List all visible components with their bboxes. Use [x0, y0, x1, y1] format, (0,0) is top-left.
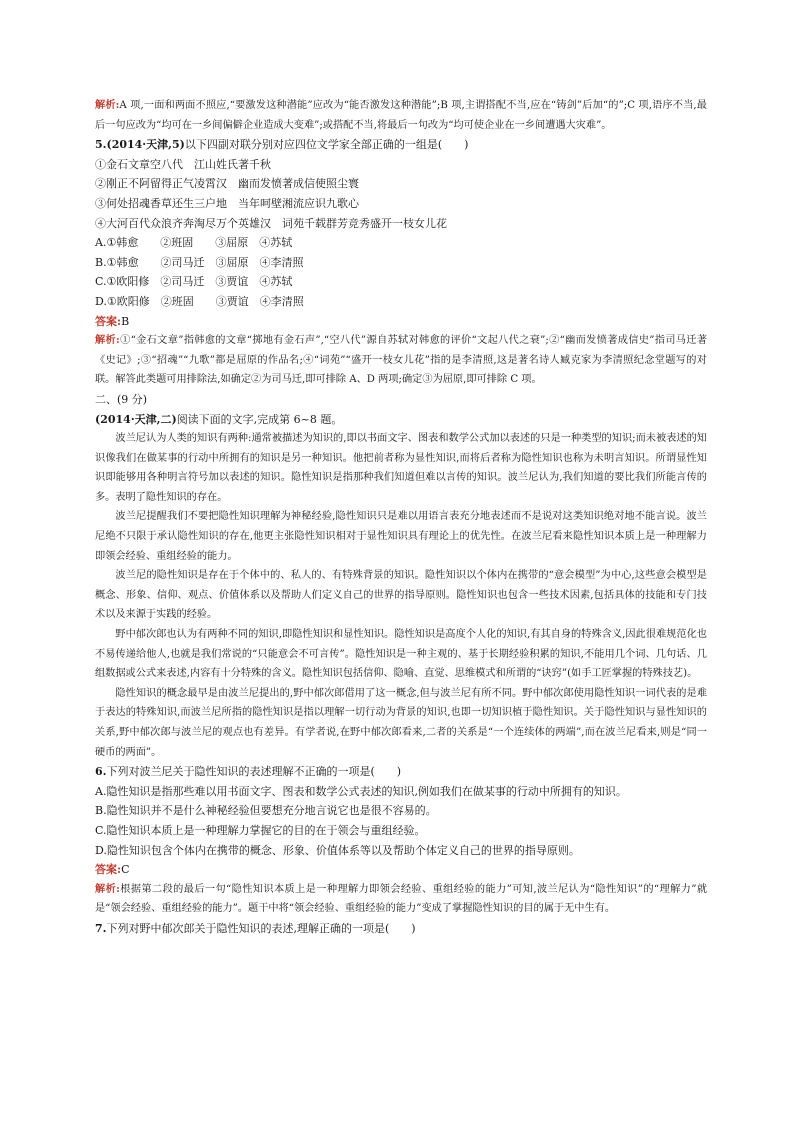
- explanation-label: 解析:: [95, 99, 120, 111]
- question-number: 5.: [95, 138, 107, 152]
- answer-6: [95, 860, 707, 880]
- option-c: C.隐性知识本质上是一种理解力掌握它的目的在于领会与重组经验。: [95, 823, 426, 837]
- section-heading: 二、(9 分): [95, 392, 148, 406]
- couplet-3: ③何处招魂香草还生三户地 当年呵壁湘流应识九歌心: [95, 196, 359, 210]
- section-source: (2014·天津,二): [95, 412, 177, 426]
- question-6-stem: [95, 762, 707, 782]
- explanation-text: 根据第二段的最后一句“隐性知识本质上是一种理解力即领会经验、重组经验的能力”可知,波兰尼认为“隐性知识”的“理解力”就是“领会经验、重组经验的能力”。题干中将“领会经验、重组经验的能力”变成了掌握隐性知识的目的属于无中生有。: [95, 883, 708, 915]
- explanation-6: [95, 880, 707, 919]
- explanation-label: 解析:: [95, 334, 120, 347]
- question-text: 下列对波兰尼关于隐性知识的表述理解不正确的一项是( ): [106, 765, 402, 779]
- passage-paragraph-1: 波兰尼认为人类的知识有两种:通常被描述为知识的,即以书面文字、图表和数学公式加以表述的只是一种类型的知识;而未被表述的知识像我们在做某事的行动中所拥有的知识是另一种知识。他把前者称为显性知识,而将后者称为隐性知识也称为未明言知识。所谓显性知识即能够用各种明言符号加以表述的知识。隐性知识是指那种我们知道但难以言传的知识。波兰尼认为,我们知道的要比我们所能言传的多。表明了隐性知识的存在。: [95, 433, 707, 503]
- explanation-5: [95, 331, 707, 390]
- question-source: (2014·天津,5): [106, 138, 185, 152]
- section-intro-text: 阅读下面的文字,完成第 6~8 题。: [176, 412, 343, 426]
- question-7-stem: [95, 919, 707, 939]
- answer-value: C: [121, 863, 130, 877]
- answer-value: B: [121, 314, 130, 328]
- couplet-1: ①金石文章空八代 江山姓氏著千秋: [95, 157, 271, 171]
- couplet-4: ④大河百代众浪齐奔淘尽万个英雄汉 词苑千载群芳竞秀盛开一枝女儿花: [95, 216, 447, 230]
- answer-label: 答案:: [95, 314, 122, 328]
- explanation-label: 解析:: [95, 882, 120, 895]
- option-d: D.①欧阳修 ②班固 ③贾谊 ④李清照: [95, 294, 304, 308]
- question-number: 6.: [95, 765, 107, 779]
- question-text: 下列对野中郁次郎关于隐性知识的表述,理解正确的一项是( ): [106, 921, 416, 935]
- answer-label: 答案:: [95, 863, 122, 877]
- option-a: A.隐性知识是指那些难以用书面文字、图表和数学公式表述的知识,例如我们在做某事的行动中所拥有的知识。: [95, 784, 627, 798]
- option-c: C.①欧阳修 ②司马迁 ③贾谊 ④苏轼: [95, 275, 293, 289]
- couplet-2: ②刚正不阿留得正气凌霄汉 幽而发愤著成信使照尘寰: [95, 177, 359, 191]
- document-page: [95, 96, 707, 939]
- answer-5: [95, 312, 707, 332]
- passage-paragraph-3: 波兰尼的隐性知识是存在于个体中的、私人的、有特殊背景的知识。隐性知识以个体内在携带的“意会模型”为中心,这些意会模型是概念、形象、信仰、观点、价值体系以及帮助人们定义自己的世界的指导原则。隐性知识也包含一些技术因素,包括具体的技能和专门技术以及来源于实践的经验。: [95, 570, 707, 621]
- explanation-text: ①“金石文章”指韩愈的文章“掷地有金石声”,“空八代”源自苏轼对韩愈的评价“文起八代之衰”;②“幽而发愤著成信史”指司马迁著《史记》;③“招魂”“九歌”都是屈原的作品名;④“词苑”“盛开一枝女儿花”指的是李清照,这是著名诗人臧克家为李清照纪念堂题写的对联。解答此类题可用排除法,如确定②为司马迁,即可排除 A、D 两项;确定③为屈原,即可排除 C 项。: [95, 335, 708, 386]
- question-number: 7.: [95, 921, 107, 935]
- passage-paragraph-5: 隐性知识的概念最早是由波兰尼提出的,野中郁次郎借用了这一概念,但与波兰尼有所不同。野中郁次郎使用隐性知识一词代表的是难于表达的特殊知识,而波兰尼所指的隐性知识是指以理解一切行动为背景的知识,也即一切知识植于隐性知识。关于隐性知识与显性知识的关系,野中郁次郎与波兰尼的观点也有差异。有学者说,在野中郁次郎看来,二者的关系是“一个连续体的两端”,而在波兰尼看来,则是“同一硬币的两面”。: [95, 687, 707, 758]
- option-d: D.隐性知识包含个体内在携带的概念、形象、价值体系等以及帮助个体定义自己的世界的指导原则。: [95, 843, 580, 857]
- explanation-text: A 项,一面和两面不照应,“要激发这种潜能”应改为“能否激发这种潜能”;B 项,主谓搭配不当,应在“铸剑”后加“的”;C 项,语序不当,最后一句应改为“均可在一乡间偏僻企业造成大变难”;或搭配不当,将最后一句改为“均可使企业在一乡间遭遇大灾难”。: [95, 100, 707, 131]
- explanation-block-1: [95, 96, 707, 135]
- passage-paragraph-4: 野中郁次郎也认为有两种不同的知识,即隐性知识和显性知识。隐性知识是高度个人化的知识,有其自身的特殊含义,因此很难规范化也不易传递给他人,也就是我们常说的“只能意会不可言传”。隐性知识是一种主观的、基于长期经验积累的知识,不能用几个词、几句话、几组数据或公式来表述,内容有十分特殊的含义。隐性知识包括信仰、隐喻、直觉、思维模式和所谓的“诀窍”(如手工匠掌握的特殊技艺)。: [95, 629, 707, 680]
- option-b: B.隐性知识并不是什么神秘经验但要想充分地言说它也是很不容易的。: [95, 804, 437, 818]
- option-b: B.①韩愈 ②司马迁 ③屈原 ④李清照: [95, 255, 304, 269]
- passage-paragraph-2: 波兰尼提醒我们不要把隐性知识理解为神秘经验,隐性知识只是难以用语言表充分地表述而不是说对这类知识绝对地不能言说。波兰尼绝不只限于承认隐性知识的存在,他更主张隐性知识相对于显性知识具有理论上的优先性。在波兰尼看来隐性知识本质上是一种理解力即领会经验、重组经验的能力。: [95, 511, 707, 562]
- section-intro: [95, 410, 707, 430]
- question-5-stem: [95, 135, 707, 155]
- question-text: 以下四副对联分别对应四位文学家全部正确的一组是( ): [184, 138, 469, 152]
- option-a: A.①韩愈 ②班固 ③屈原 ④苏轼: [95, 236, 293, 250]
